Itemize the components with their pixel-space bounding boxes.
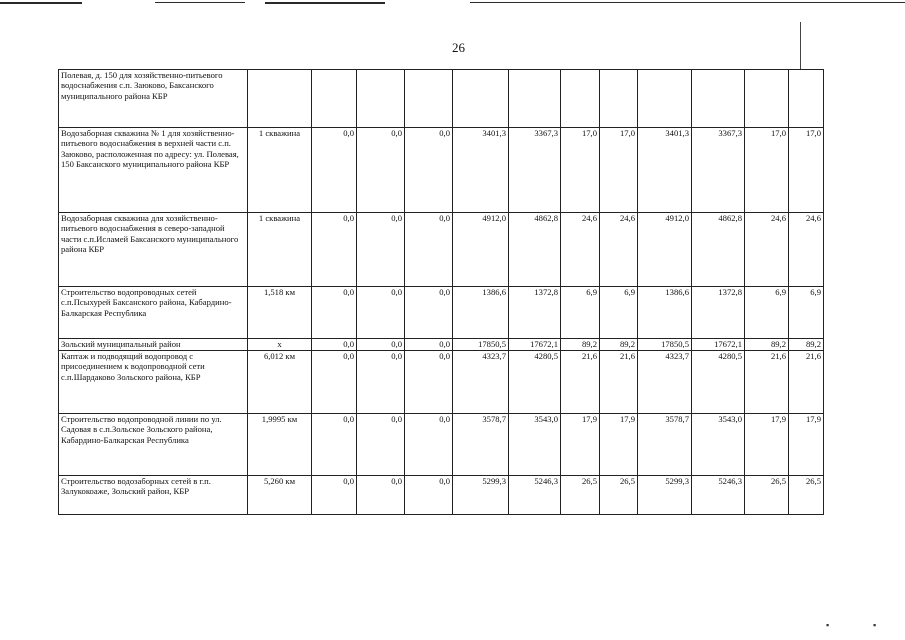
table-row <box>59 414 824 476</box>
value-cell: 0,0 <box>405 128 453 213</box>
value-cell: 4912,0 <box>638 213 692 287</box>
table-row <box>59 128 824 213</box>
value-cell <box>692 70 745 128</box>
value-cell <box>561 70 600 128</box>
value-cell: 0,0 <box>357 476 405 515</box>
value-cell: 24,6 <box>745 213 789 287</box>
value-cell: 4862,8 <box>509 213 561 287</box>
value-cell: 4862,8 <box>692 213 745 287</box>
value-cell: 17,0 <box>561 128 600 213</box>
value-cell: 3401,3 <box>638 128 692 213</box>
scan-line <box>265 2 385 4</box>
value-cell: 0,0 <box>405 476 453 515</box>
row-description: Водозаборная скважина для хозяйственно-питьевого водоснабжения в северо-западной части с.п.Исламей Баксанского муниципального района КБР <box>59 213 248 287</box>
row-description: Полевая, д. 150 для хозяйственно-питьевого водоснабжения с.п. Заюково, Баксанского муниципального района КБР <box>59 70 248 128</box>
table-row <box>59 351 824 414</box>
value-cell: 3367,3 <box>692 128 745 213</box>
table-row <box>59 476 824 515</box>
value-cell: 5299,3 <box>638 476 692 515</box>
value-cell: 17,9 <box>600 414 638 476</box>
value-cell: 1372,8 <box>692 287 745 339</box>
value-cell: 5299,3 <box>453 476 509 515</box>
value-cell: 6,9 <box>789 287 824 339</box>
value-cell: 17672,1 <box>509 339 561 351</box>
value-cell: 0,0 <box>312 339 357 351</box>
value-cell: 0,0 <box>312 213 357 287</box>
row-unit: х <box>248 339 312 351</box>
value-cell: 17,9 <box>789 414 824 476</box>
value-cell: 21,6 <box>789 351 824 414</box>
value-cell: 4280,5 <box>509 351 561 414</box>
value-cell: 3543,0 <box>509 414 561 476</box>
value-cell: 17,9 <box>561 414 600 476</box>
value-cell: 26,5 <box>745 476 789 515</box>
value-cell: 0,0 <box>405 351 453 414</box>
value-cell: 21,6 <box>561 351 600 414</box>
value-cell <box>600 70 638 128</box>
value-cell: 6,9 <box>745 287 789 339</box>
row-unit: 5,260 км <box>248 476 312 515</box>
value-cell: 26,5 <box>600 476 638 515</box>
value-cell: 6,9 <box>600 287 638 339</box>
value-cell: 3401,3 <box>453 128 509 213</box>
value-cell: 24,6 <box>600 213 638 287</box>
value-cell: 26,5 <box>561 476 600 515</box>
row-description: Зольский муниципальный район <box>59 339 248 351</box>
table-row <box>59 339 824 351</box>
value-cell: 17,0 <box>745 128 789 213</box>
value-cell <box>745 70 789 128</box>
value-cell: 17850,5 <box>638 339 692 351</box>
value-cell: 0,0 <box>357 414 405 476</box>
table-row <box>59 213 824 287</box>
value-cell: 3578,7 <box>638 414 692 476</box>
value-cell <box>509 70 561 128</box>
value-cell: 4323,7 <box>638 351 692 414</box>
value-cell <box>312 70 357 128</box>
value-cell <box>405 70 453 128</box>
row-description: Каптаж и подводящий водопровод с присоединением к водопроводной сети с.п.Шардаково Зольского района, КБР <box>59 351 248 414</box>
value-cell: 0,0 <box>357 351 405 414</box>
value-cell: 21,6 <box>745 351 789 414</box>
value-cell: 3367,3 <box>509 128 561 213</box>
value-cell: 1372,8 <box>509 287 561 339</box>
row-unit: 1,9995 км <box>248 414 312 476</box>
value-cell: 17,0 <box>600 128 638 213</box>
value-cell: 89,2 <box>789 339 824 351</box>
value-cell: 0,0 <box>357 339 405 351</box>
scan-line <box>800 22 801 70</box>
value-cell: 1386,6 <box>453 287 509 339</box>
value-cell: 24,6 <box>561 213 600 287</box>
row-unit: 1,518 км <box>248 287 312 339</box>
value-cell: 0,0 <box>312 476 357 515</box>
value-cell: 0,0 <box>312 351 357 414</box>
value-cell: 4912,0 <box>453 213 509 287</box>
value-cell: 21,6 <box>600 351 638 414</box>
value-cell <box>453 70 509 128</box>
value-cell: 0,0 <box>357 287 405 339</box>
page-number: 26 <box>452 40 465 55</box>
value-cell: 0,0 <box>405 287 453 339</box>
row-description: Строительство водопроводной линии по ул. Садовая в с.п.Зольское Зольского района, Кабардино-Балкарская Республика <box>59 414 248 476</box>
value-cell: 89,2 <box>600 339 638 351</box>
value-cell: 89,2 <box>561 339 600 351</box>
row-description: Строительство водопроводных сетей с.п.Псыхурей Баксанского района, Кабардино-Балкарская Республика <box>59 287 248 339</box>
value-cell: 17,9 <box>745 414 789 476</box>
value-cell: 0,0 <box>312 128 357 213</box>
value-cell: 0,0 <box>312 414 357 476</box>
value-cell: 6,9 <box>561 287 600 339</box>
scan-line <box>155 2 245 3</box>
value-cell: 4280,5 <box>692 351 745 414</box>
row-unit <box>248 70 312 128</box>
value-cell: 3578,7 <box>453 414 509 476</box>
value-cell: 0,0 <box>405 213 453 287</box>
value-cell: 17850,5 <box>453 339 509 351</box>
row-unit: 1 скважина <box>248 213 312 287</box>
value-cell: 24,6 <box>789 213 824 287</box>
row-unit: 6,012 км <box>248 351 312 414</box>
row-description: Строительство водозаборных сетей в г.п. Залукокоаже, Зольский район, КБР <box>59 476 248 515</box>
value-cell: 4323,7 <box>453 351 509 414</box>
table-row <box>59 70 824 128</box>
value-cell: 5246,3 <box>509 476 561 515</box>
value-cell <box>357 70 405 128</box>
value-cell: 0,0 <box>357 128 405 213</box>
value-cell: 5246,3 <box>692 476 745 515</box>
scan-line <box>470 2 905 3</box>
value-cell: 0,0 <box>357 213 405 287</box>
value-cell: 17,0 <box>789 128 824 213</box>
data-table <box>58 69 824 515</box>
value-cell: 0,0 <box>405 414 453 476</box>
value-cell <box>789 70 824 128</box>
value-cell: 17672,1 <box>692 339 745 351</box>
value-cell: 26,5 <box>789 476 824 515</box>
scan-mark: ▪ <box>873 620 877 630</box>
row-unit: 1 скважина <box>248 128 312 213</box>
value-cell: 0,0 <box>312 287 357 339</box>
value-cell: 89,2 <box>745 339 789 351</box>
scan-mark: ▪ <box>826 620 830 630</box>
value-cell: 0,0 <box>405 339 453 351</box>
value-cell: 1386,6 <box>638 287 692 339</box>
value-cell <box>638 70 692 128</box>
value-cell: 3543,0 <box>692 414 745 476</box>
row-description: Водозаборная скважина № 1 для хозяйственно-питьевого водоснабжения в верхней части с.п. Заюково, расположенная по адресу: ул. Полевая, 150 Баксанского муниципального района КБР <box>59 128 248 213</box>
table-row <box>59 287 824 339</box>
scan-line <box>0 2 82 4</box>
